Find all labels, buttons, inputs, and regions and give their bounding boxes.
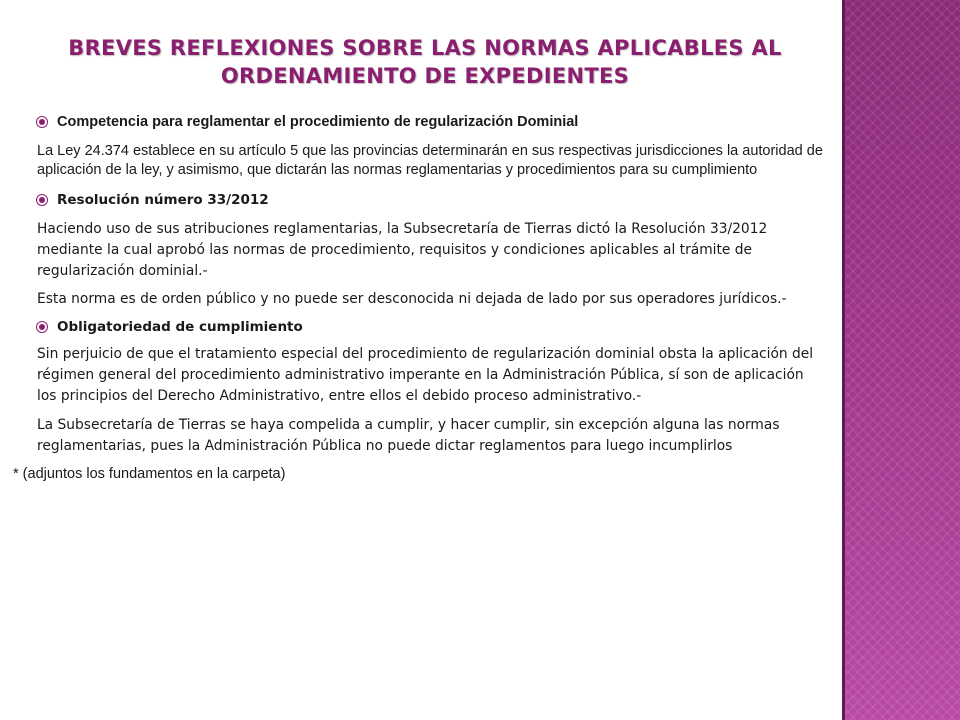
- decorative-sidebar: [845, 0, 960, 720]
- sidebar-divider: [842, 0, 845, 720]
- paragraph-derecho-administrativo: Sin perjuicio de que el tratamiento especial del procedimiento de regularización dominial obsta la aplicación del régimen general del procedimiento administrativo imperante en la Administración Pública, sí son de aplicación los principios del Derecho Administrativo, entre ellos el debido proceso administrativo.-: [37, 346, 814, 404]
- paragraph-orden-publico: Esta norma es de orden público y no puede ser desconocida ni dejada de lado por sus operadores jurídicos.-: [37, 291, 787, 307]
- slide-body: [0, 112, 830, 484]
- bullet-heading-resolucion: [36, 190, 830, 210]
- paragraph-ley-24374: La Ley 24.374 establece en su artículo 5 que las provincias determinarán en sus respectivas jurisdicciones la autoridad de aplicación de la ley, y asimismo, que dictarán las normas reglamentarias y procedimientos para su cumplimiento: [37, 143, 823, 178]
- bullet-heading-obligatoriedad: [36, 317, 830, 337]
- bullet-heading-competencia: [36, 112, 830, 132]
- paragraph-resolucion-atribuciones: Haciendo uso de sus atribuciones reglamentarias, la Subsecretaría de Tierras dictó la Resolución 33/2012 mediante la cual aprobó las normas de procedimiento, requisitos y condiciones aplicables al trámite de regularización dominial.-: [37, 221, 768, 279]
- circled-dot-icon: [36, 321, 48, 333]
- bullet-heading-text: Resolución número 33/2012: [57, 192, 269, 208]
- circled-dot-icon: [36, 116, 48, 128]
- bullet-heading-text: Competencia para reglamentar el procedimiento de regularización Dominial: [57, 114, 579, 130]
- paragraph-subsecretaria-cumplir: La Subsecretaría de Tierras se haya compelida a cumplir, y hacer cumplir, sin excepción alguna las normas reglamentarias, pues la Administración Pública no puede dictar reglamentos para luego incumplirlos: [37, 417, 780, 454]
- slide-title: BREVES REFLEXIONES SOBRE LAS NORMAS APLICABLES AL ORDENAMIENTO DE EXPEDIENTES: [68, 36, 782, 88]
- bullet-heading-text: Obligatoriedad de cumplimiento: [57, 319, 303, 335]
- footnote: * (adjuntos los fundamentos en la carpeta): [13, 466, 286, 482]
- circled-dot-icon: [36, 194, 48, 206]
